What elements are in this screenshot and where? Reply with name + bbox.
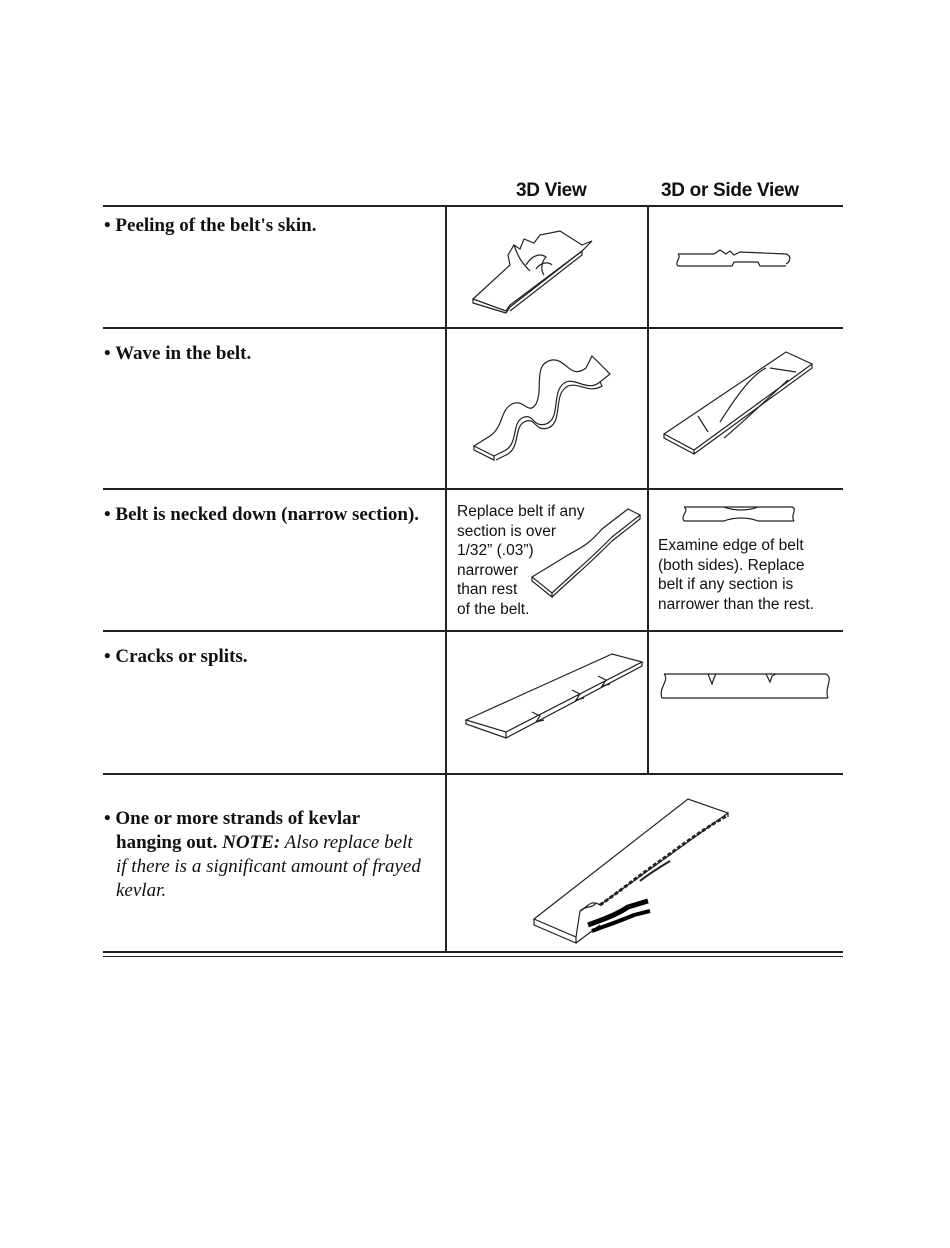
- row-divider: [103, 630, 843, 632]
- row-divider: [103, 773, 843, 775]
- row-label-cracks: • Cracks or splits.: [104, 646, 248, 667]
- row-label-necked-down: • Belt is necked down (narrow section).: [104, 504, 420, 525]
- table-top-rule: [103, 205, 843, 207]
- wave-belt-3d-illustration: [470, 352, 615, 467]
- necked-down-belt-side-illustration: [680, 503, 800, 525]
- column-header-3d-view: 3D View: [516, 180, 587, 201]
- kevlar-strands-belt-illustration: [530, 795, 740, 950]
- row-label-kevlar: • One or more strands of kevlar hanging out. NOTE: Also replace belt if there is a significant amount of frayed kevlar.: [104, 808, 421, 901]
- row-label-peeling: • Peeling of the belt's skin.: [104, 215, 317, 236]
- peeling-belt-side-illustration: [674, 246, 794, 276]
- cracked-belt-side-illustration: [656, 670, 836, 704]
- necked-down-3d-note: Replace belt if any section is over 1/32” (.03”) narrower than rest of the belt.: [457, 503, 585, 618]
- table-bottom-rule: [103, 951, 843, 953]
- row-divider: [103, 488, 843, 490]
- row-divider: [103, 327, 843, 329]
- peeling-belt-3d-illustration: [470, 225, 600, 315]
- row-label-wave: • Wave in the belt.: [104, 343, 252, 364]
- cracked-belt-3d-illustration: [462, 650, 647, 745]
- wave-belt-side-illustration: [660, 346, 815, 456]
- column-divider-right: [647, 206, 649, 774]
- column-divider-left: [445, 206, 447, 952]
- necked-down-side-note: Examine edge of belt (both sides). Replace belt if any section is narrower than the rest.: [658, 537, 814, 613]
- column-header-side-view: 3D or Side View: [661, 180, 799, 201]
- necked-down-belt-3d-illustration: [528, 505, 643, 605]
- table-bottom-rule-double: [103, 956, 843, 957]
